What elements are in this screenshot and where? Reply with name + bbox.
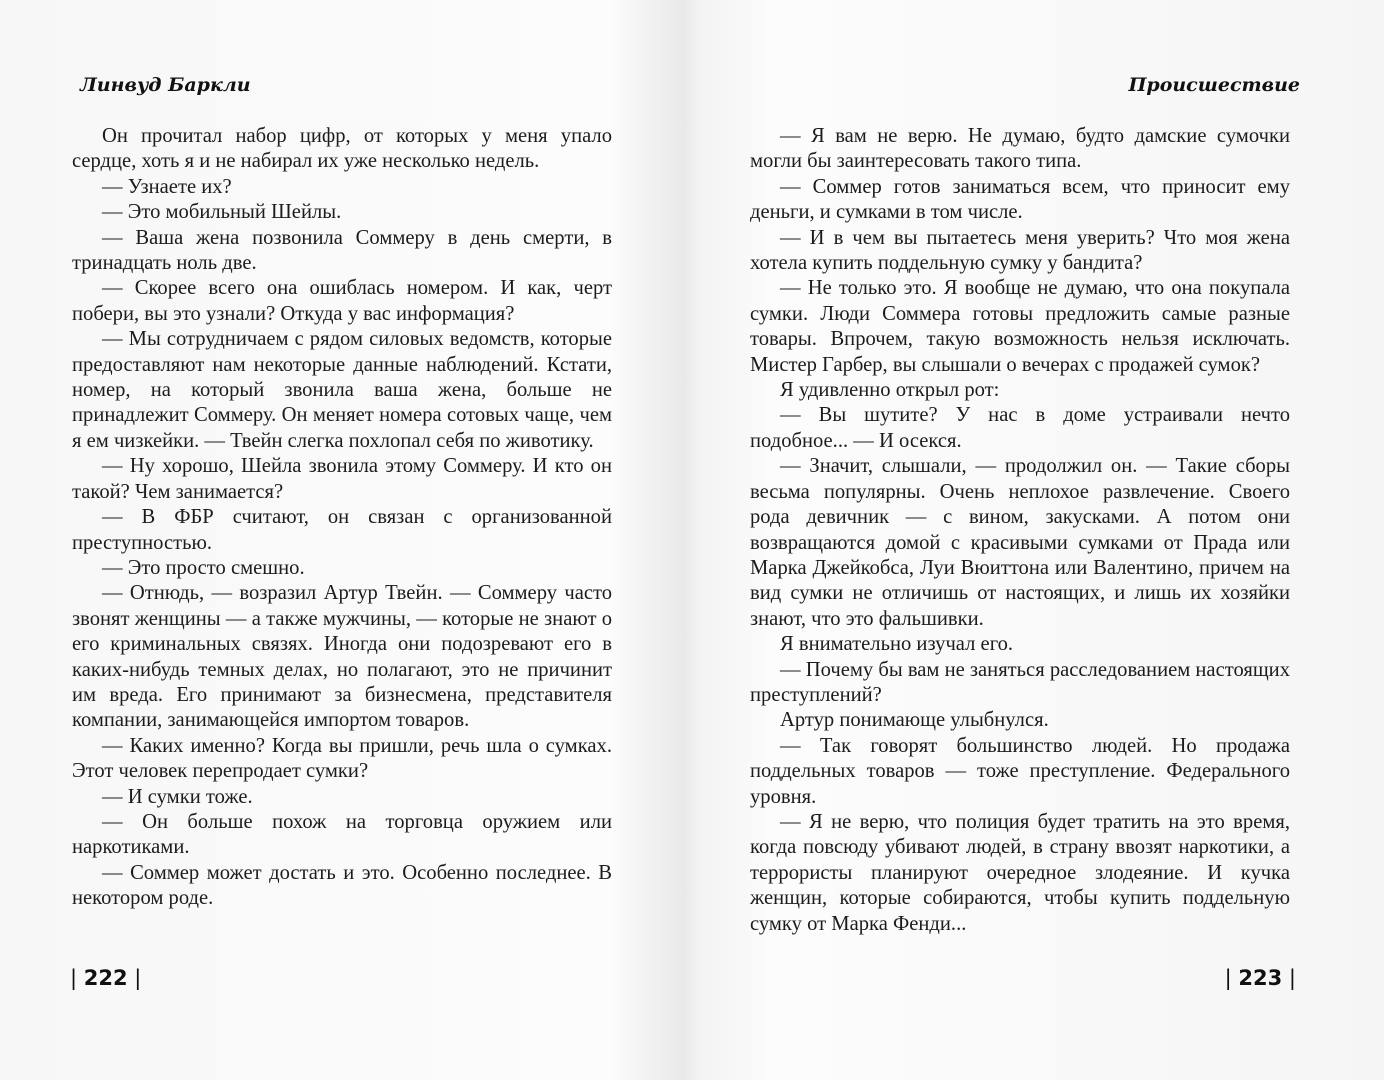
right-page [692, 0, 1384, 1080]
right-page-text [750, 124, 1290, 937]
paragraph: — Каких именно? Когда вы пришли, речь шла о сумках. Этот человек перепродает сумки? [72, 734, 612, 783]
page-number-right: | 223 | [1224, 966, 1296, 990]
paragraph: — И в чем вы пытаетесь меня уверить? Что моя жена хотела купить поддельную сумку у бандита? [750, 226, 1290, 275]
paragraph: — Я не верю, что полиция будет тратить на это время, когда повсюду убивают людей, в страну ввозят наркотики, а террористы планируют очередное злодеяние. И кучка женщин, которые собираются, чтобы купить поддельную сумку от Марка Фенди... [750, 810, 1290, 935]
paragraph: — И сумки тоже. [102, 785, 253, 808]
paragraph: — Скорее всего она ошиблась номером. И как, черт побери, вы это узнали? Откуда у вас информация? [72, 277, 612, 325]
paragraph: — Он больше похож на торговца оружием или наркотиками. [72, 810, 612, 859]
paragraph: Я удивленно открыл рот: [780, 379, 1000, 402]
paragraph: — Ну хорошо, Шейла звонила этому Соммеру. И кто он такой? Чем занимается? [72, 455, 612, 503]
paragraph: — Соммер может достать и это. Особенно последнее. В некотором роде. [72, 861, 612, 910]
paragraph: — Почему бы вам не заняться расследованием настоящих преступлений? [750, 658, 1290, 706]
paragraph: — Ваша жена позвонила Соммеру в день смерти, в тринадцать ноль две. [72, 226, 612, 275]
paragraph: — В ФБР считают, он связан с организованной преступностью. [72, 506, 612, 554]
paragraph: — Отнюдь, — возразил Артур Твейн. — Соммеру часто звонят женщины — а также мужчины, — которые не знают о его криминальных связях. Иногда они подозревают его в каких-нибудь темных делах, но полагают, это не причинит им вреда. Его принимают за бизнесмена, представителя компании, занимающейся импортом товаров. [72, 582, 612, 732]
paragraph: — Соммер готов заниматься всем, что приносит ему деньги, и сумками в том числе. [750, 175, 1290, 224]
left-page-text [72, 124, 612, 912]
paragraph: Я внимательно изучал его. [780, 633, 1014, 656]
page-number-left: | 222 | [70, 966, 142, 990]
paragraph: — Значит, слышали, — продолжил он. — Такие сборы весьма популярны. Очень неплохое развлечение. Своего рода девичник — с вином, закусками. А потом они возвращаются домой с красивыми сумками от Прада или Марка Джейкобса, Луи Вюиттона или Валентино, причем на вид сумки не отличишь от настоящих, и лишь их хозяйки знают, что это фальшивки. [750, 455, 1290, 630]
paragraph: — Это просто смешно. [102, 556, 305, 579]
paragraph: — Я вам не верю. Не думаю, будто дамские сумочки могли бы заинтересовать такого типа. [750, 125, 1290, 173]
page-number-value: 222 [83, 966, 128, 990]
paragraph: Артур понимающе улыбнулся. [780, 709, 1049, 732]
paragraph: — Узнаете их? [102, 175, 232, 198]
paragraph: — Это мобильный Шейлы. [102, 201, 342, 224]
page-number-value: 223 [1238, 966, 1283, 990]
paragraph: — Не только это. Я вообще не думаю, что она покупала сумки. Люди Соммера готовы предложить самые разные товары. Впрочем, такую возможность нельзя исключать. Мистер Гарбер, вы слышали о вечерах с продажей сумок? [750, 277, 1290, 376]
paragraph: — Вы шутите? У нас в доме устраивали нечто подобное... — И осекся. [750, 404, 1290, 452]
paragraph: Он прочитал набор цифр, от которых у меня упало сердце, хоть я и не набирал их уже несколько недель. [72, 125, 612, 173]
running-head-title: Происшествие [1128, 74, 1300, 96]
paragraph: — Мы сотрудничаем с рядом силовых ведомств, которые предоставляют нам некоторые данные наблюдений. Кстати, номер, на который звонила ваша жена, больше не принадлежит Соммеру. Он меняет номера сотовых чаще, чем я ем чизкейки. — Твейн слегка похлопал себя по животику. [72, 328, 612, 452]
paragraph: — Так говорят большинство людей. Но продажа поддельных товаров — тоже преступление. Федерального уровня. [750, 734, 1290, 808]
running-head-author: Линвуд Баркли [80, 74, 251, 96]
